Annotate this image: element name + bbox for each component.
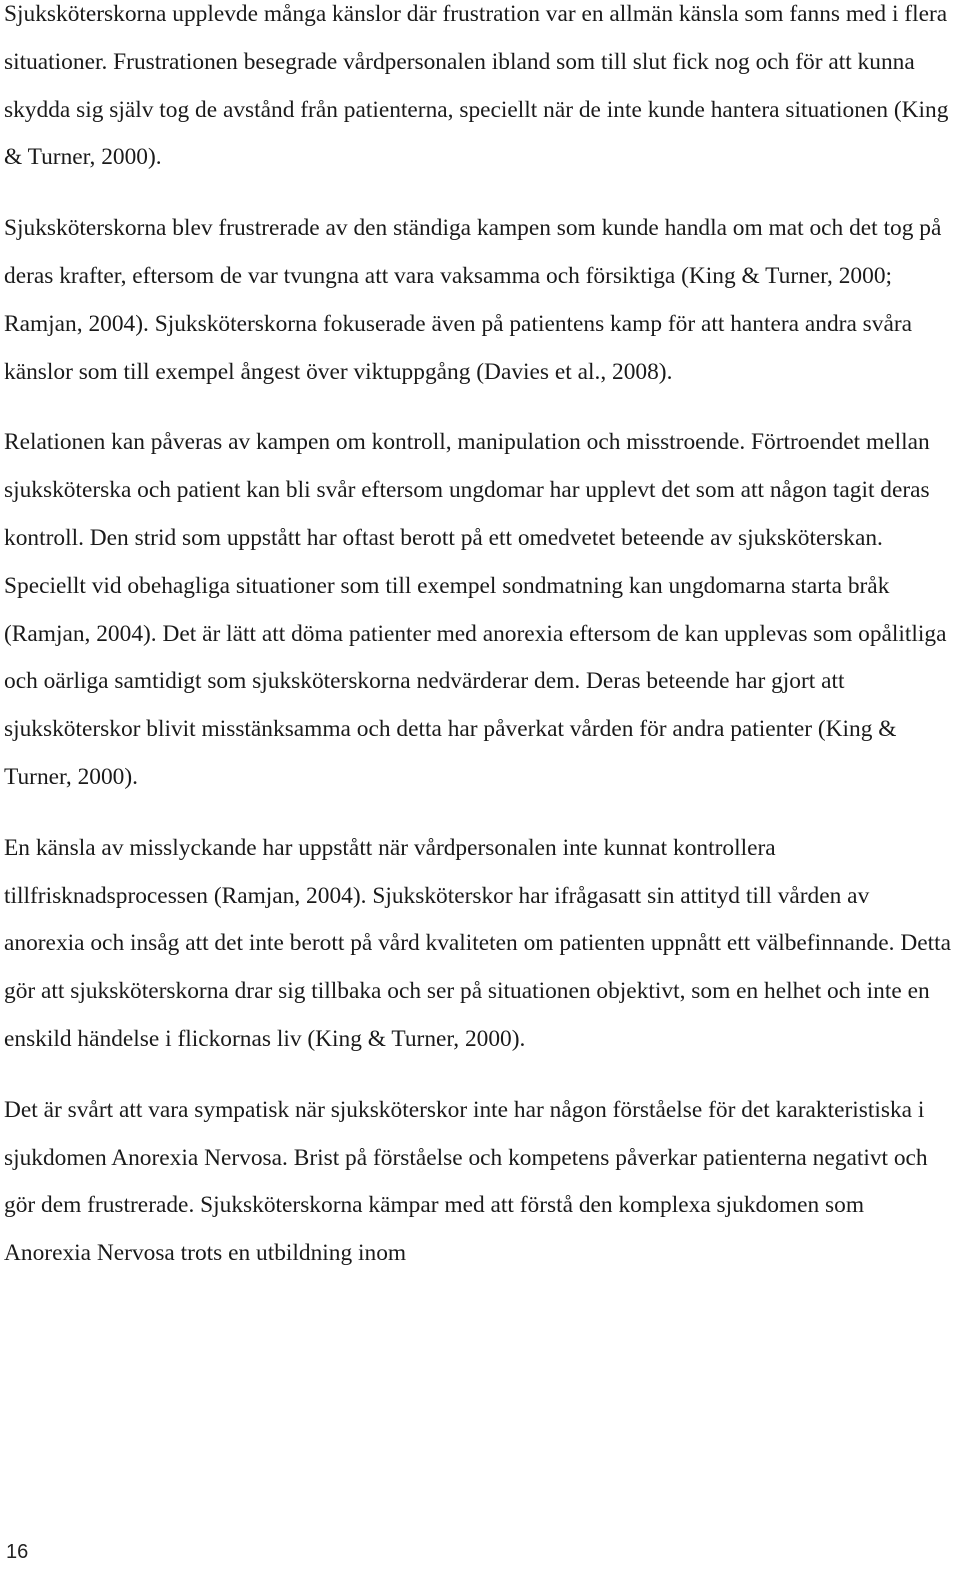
paragraph-relationship: Relationen kan påveras av kampen om kontroll, manipulation och misstroende. Förtroendet mellan sjuksköterska och patient kan bli svår eftersom ungdomar har upplevt det som att någon tagit deras kontroll. Den strid som uppstått har oftast berott på ett omedvetet beteende av sjuksköterskan. Speciellt vid obehagliga situationer som till exempel sondmatning kan ungdomarna starta bråk (Ramjan, 2004). Det är lätt att döma patienter med anorexia eftersom de kan upplevas som opålitliga och oärliga samtidigt som sjuksköterskorna nedvärderar dem. Deras beteende har gjort att sjuksköterskor blivit misstänksamma och detta har påverkat vården för andra patienter (King & Turner, 2000). bbox=[4, 429, 947, 790]
paragraph-struggle: Sjuksköterskorna blev frustrerade av den ständiga kampen som kunde handla om mat och det tog på deras krafter, eftersom de var tvungna att vara vaksamma och försiktiga (King & Turner, 2000; Ramjan, 2004). Sjuksköterskorna fokuserade även på patientens kamp för att hantera andra svåra känslor som till exempel ångest över viktuppgång (Davies et al., 2008). bbox=[4, 215, 942, 385]
paragraph-gap bbox=[4, 1064, 954, 1087]
paragraph-gap bbox=[4, 802, 954, 825]
paragraph-understanding: Det är svårt att vara sympatisk när sjuksköterskor inte har någon förståelse för det karakteristiska i sjukdomen Anorexia Nervosa. Brist på förståelse och kompetens påverkar patienterna negativt och gör dem frustrerade. Sjuksköterskorna kämpar med att förstå den komplexa sjukdomen som Anorexia Nervosa trots en utbildning inom bbox=[4, 1096, 928, 1267]
document-body bbox=[4, 0, 954, 1278]
paragraph-gap bbox=[4, 182, 954, 205]
page-number: 16 bbox=[6, 1541, 29, 1563]
paragraph-frustration: Sjuksköterskorna upplevde många känslor där frustration var en allmän känsla som fanns med i flera situationer. Frustrationen besegrade vårdpersonalen ibland som till slut fick nog och för att kunna skydda sig själv tog de avstånd från patienterna, speciellt när de inte kunde hantera situationen (King & Turner, 2000). bbox=[4, 1, 949, 171]
paragraph-failure: En känsla av misslyckande har uppstått när vårdpersonalen inte kunnat kontrollera tillfrisknadsprocessen (Ramjan, 2004). Sjuksköterskor har ifrågasatt sin attityd till vården av anorexia och insåg att det inte berott på vård kvaliteten om patienten uppnått ett välbefinnande. Detta gör att sjuksköterskorna drar sig tillbaka och ser på situationen objektivt, som en helhet och inte en enskild händelse i flickornas liv (King & Turner, 2000). bbox=[4, 834, 951, 1052]
paragraph-gap bbox=[4, 396, 954, 419]
